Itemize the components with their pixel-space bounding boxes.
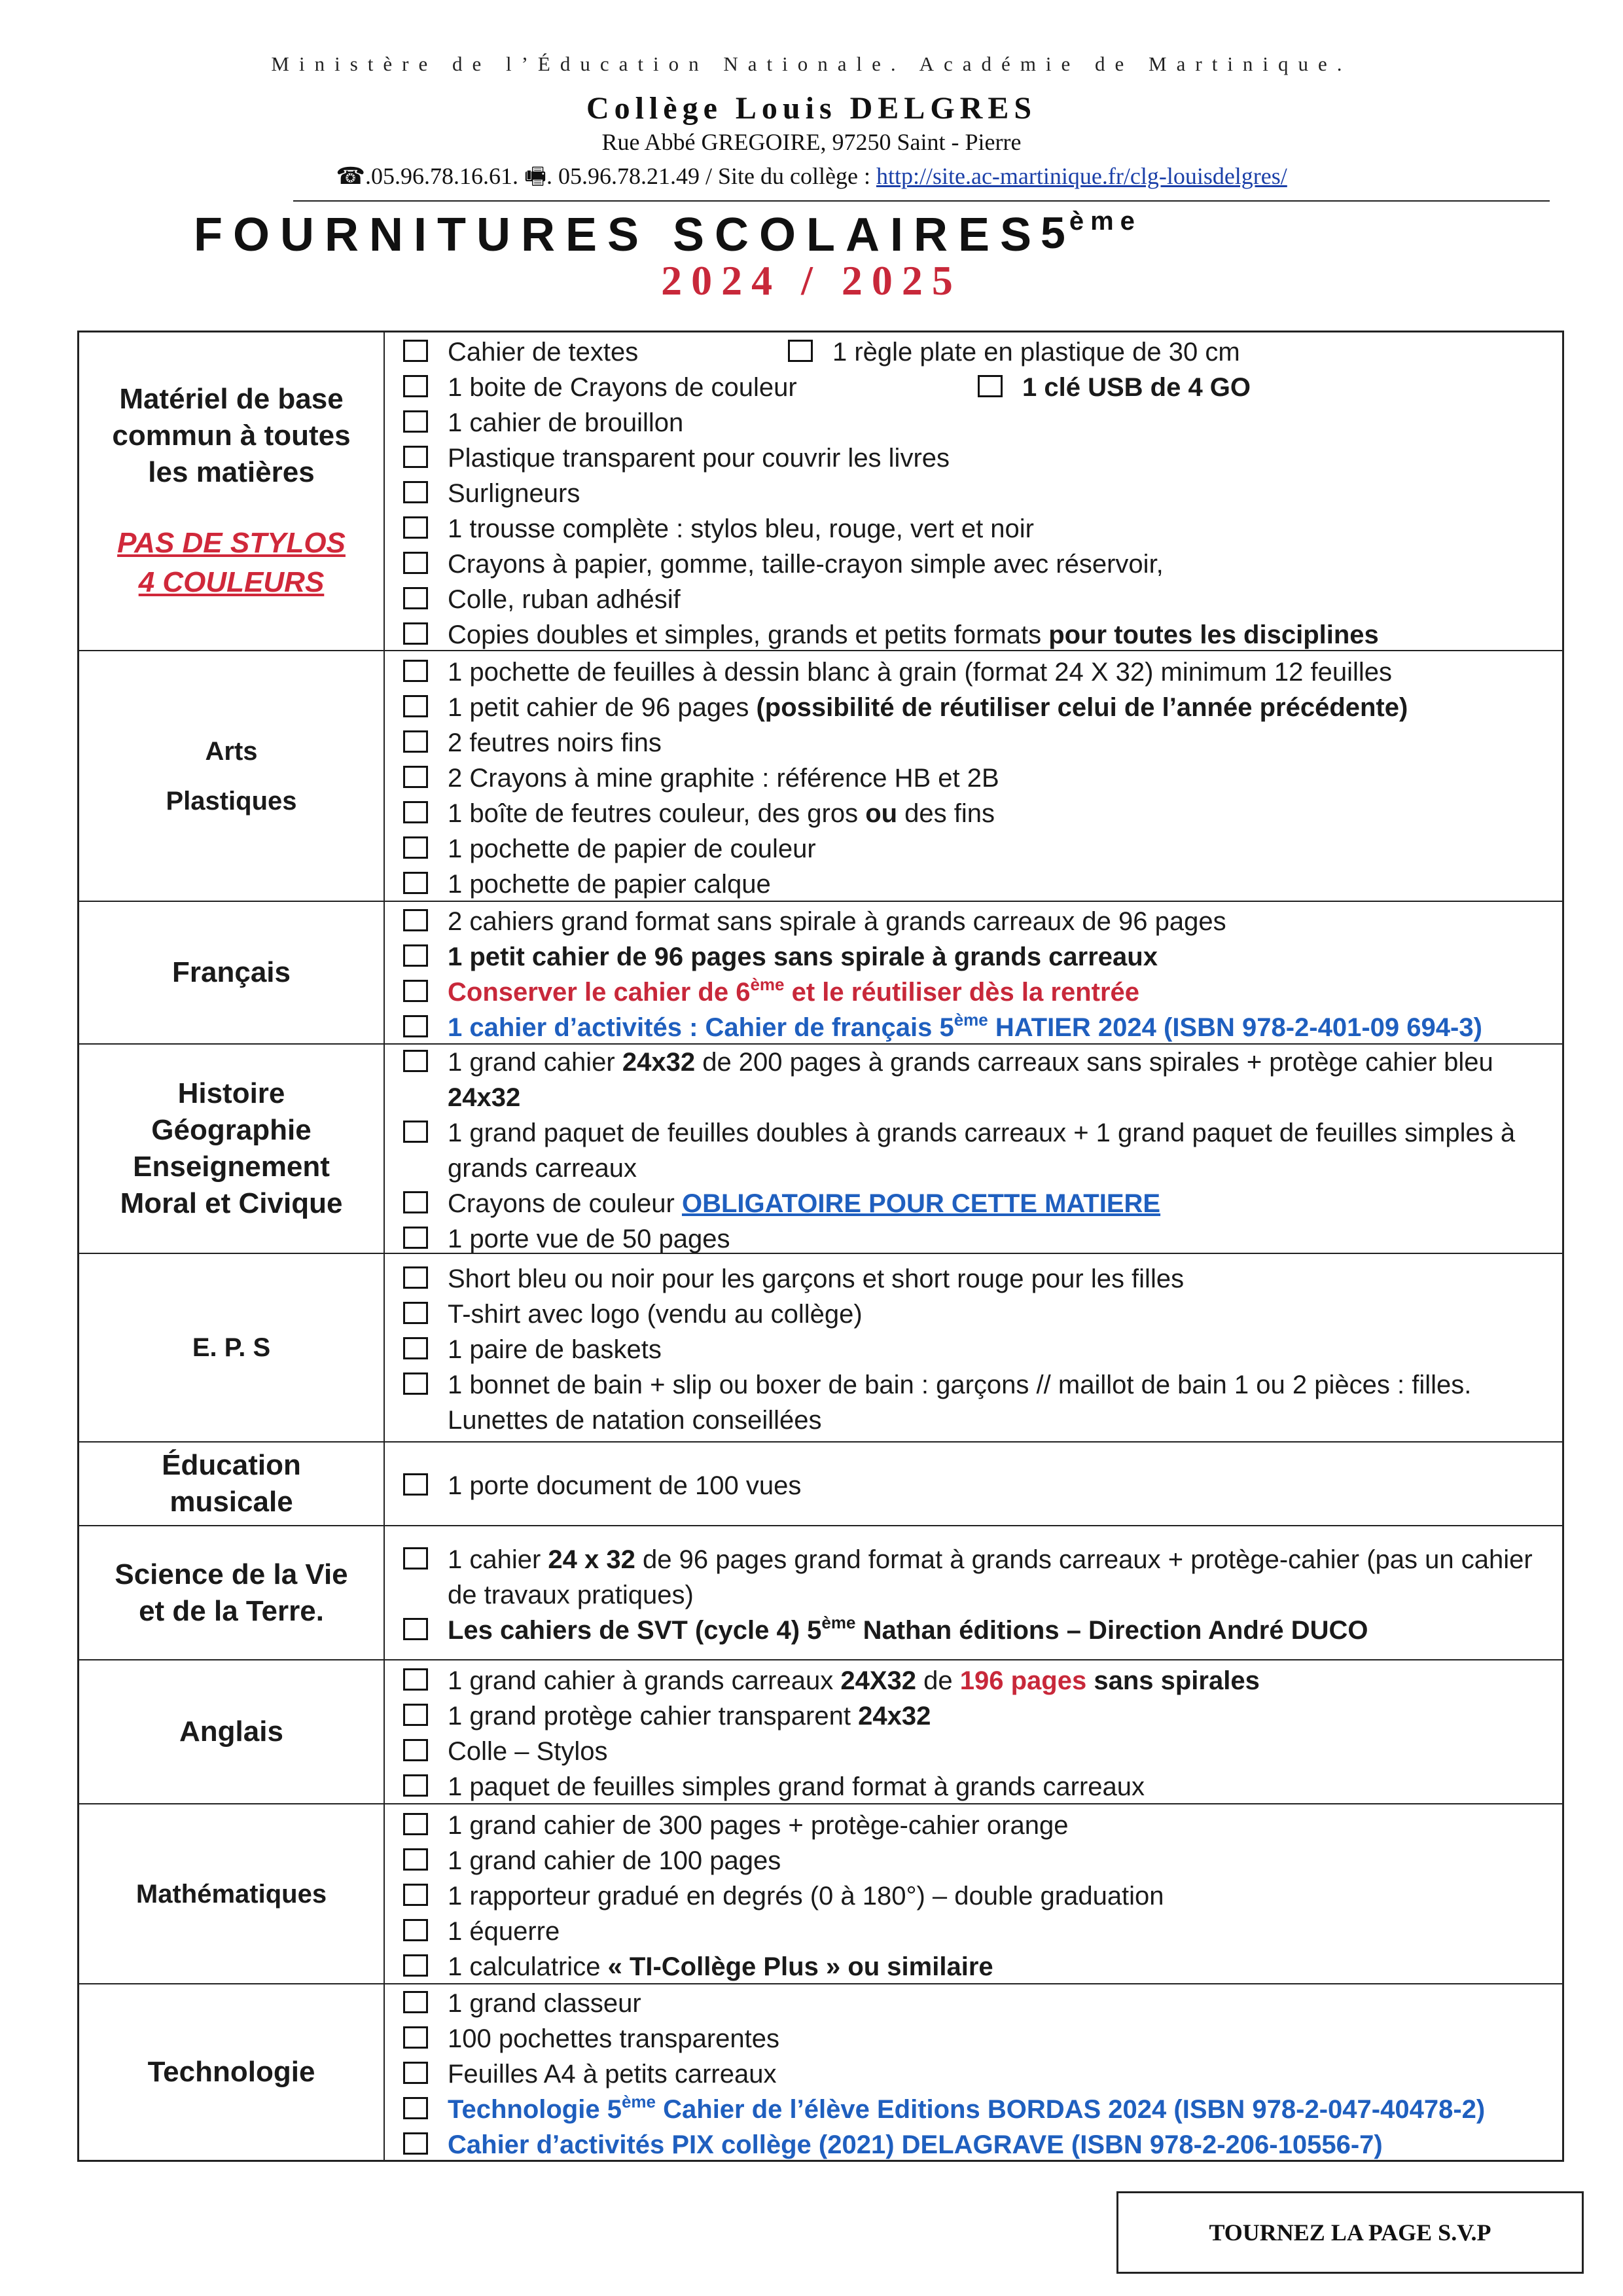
- checkbox[interactable]: [403, 2097, 428, 2119]
- list-item: [403, 334, 1562, 370]
- list-item: [403, 1468, 1562, 1503]
- item-text: des fins: [897, 798, 995, 828]
- list-item: [403, 440, 1562, 476]
- item-text: 1 grand cahier à grands carreaux: [448, 1666, 841, 1695]
- item-text: 2 cahiers grand format sans spirale à grands carreaux de 96 pages: [448, 907, 1226, 936]
- item-list: [385, 1045, 1562, 1253]
- phone-icon: ☎: [336, 163, 366, 189]
- checkbox[interactable]: [403, 1618, 428, 1640]
- subject-techno: [79, 1984, 385, 2160]
- section-arts: [79, 651, 1562, 902]
- item-text: 1 règle plate en plastique de 30 cm: [832, 337, 1240, 367]
- checkbox[interactable]: [403, 410, 428, 433]
- list-item: [403, 1698, 1562, 1734]
- item-text-bold: 24x32: [448, 1083, 521, 1112]
- checkbox[interactable]: [403, 1266, 428, 1289]
- list-item: [403, 1613, 1562, 1648]
- subject-arts: [79, 651, 385, 901]
- subject-label: Arts: [205, 736, 258, 766]
- checkbox[interactable]: [403, 909, 428, 931]
- list-item: [403, 547, 1562, 582]
- list-item: [403, 2056, 1562, 2092]
- list-item: [403, 1261, 1562, 1297]
- checkbox[interactable]: [403, 552, 428, 574]
- item-text: 1 grand paquet de feuilles doubles à grands carreaux + 1 grand paquet de feuilles simples à grands carreaux: [448, 1119, 1516, 1183]
- checkbox[interactable]: [403, 587, 428, 609]
- item-list: [385, 1660, 1562, 1803]
- ministry-line: Ministère de l’Éducation Nationale. Académie de Martinique.: [271, 52, 1352, 75]
- item-text-bold: « TI-Collège Plus » ou similaire: [607, 1952, 993, 1981]
- item-text: Copies doubles et simples, grands et petits formats: [448, 620, 1049, 649]
- checkbox[interactable]: [403, 2026, 428, 2049]
- checkbox[interactable]: [403, 1813, 428, 1835]
- fax-number: . 05.96.78.21.49 / Site du collège :: [546, 163, 870, 189]
- header-divider: [293, 200, 1550, 202]
- checkbox[interactable]: [403, 2132, 428, 2155]
- item-text-highlight: 196 pages: [959, 1666, 1087, 1695]
- item-text: Colle – Stylos: [448, 1737, 608, 1766]
- checkbox[interactable]: [403, 1774, 428, 1797]
- subject-label: et de la Terre.: [139, 1594, 324, 1627]
- item-list: [385, 1443, 1562, 1525]
- checkbox[interactable]: [403, 730, 428, 753]
- list-item: [403, 1843, 1562, 1878]
- subject-label: Mathématiques: [135, 1879, 327, 1909]
- subject-label: musicale: [169, 1486, 293, 1518]
- item-text: 1 boite de Crayons de couleur: [448, 372, 797, 402]
- subject-histoire: [79, 1045, 385, 1253]
- phone-number: .05.96.78.16.61.: [365, 163, 519, 189]
- list-item: [403, 1769, 1562, 1804]
- list-item: [403, 1734, 1562, 1769]
- checkbox[interactable]: [403, 1227, 428, 1249]
- list-item: [403, 1297, 1562, 1332]
- item-text: 1 calculatrice: [448, 1952, 608, 1981]
- grade-number: 5: [1041, 208, 1069, 258]
- checkbox[interactable]: [403, 1372, 428, 1395]
- item-text: Cahier de l’élève Editions BORDAS 2024 (ISBN 978-2-047-40478-2): [656, 2095, 1486, 2124]
- item-text: Cahier de textes: [448, 337, 639, 367]
- section-techno: [79, 1984, 1562, 2160]
- item-text: Crayons à papier, gomme, taille-crayon simple avec réservoir,: [448, 549, 1164, 579]
- item-superscript: ème: [954, 1010, 988, 1030]
- item-text: 1 équerre: [448, 1916, 560, 1946]
- item-text: 1 bonnet de bain + slip ou boxer de bain : garçons // maillot de bain 1 ou 2 pièces : filles. Lunettes de natation conseillées: [448, 1371, 1472, 1435]
- subject-eps: [79, 1254, 385, 1441]
- checkbox[interactable]: [403, 1337, 428, 1359]
- subject-svt: [79, 1526, 385, 1659]
- checkbox[interactable]: [403, 801, 428, 823]
- checkbox[interactable]: [403, 481, 428, 503]
- item-text: Feuilles A4 à petits carreaux: [448, 2060, 777, 2089]
- item-text: Crayons de couleur: [448, 1189, 682, 1218]
- checkbox[interactable]: [403, 1302, 428, 1324]
- list-item: [403, 939, 1562, 975]
- section-histoire: [79, 1045, 1562, 1254]
- list-item: [403, 1808, 1562, 1843]
- item-text: 1 porte document de 100 vues: [448, 1471, 802, 1500]
- item-text: 1 petit cahier de 96 pages sans spirale à grands carreaux: [448, 942, 1158, 971]
- item-list: [385, 1804, 1562, 1983]
- item-text: 1 cahier: [448, 1545, 548, 1574]
- section-francais: [79, 902, 1562, 1045]
- item-text: Plastique transparent pour couvrir les livres: [448, 443, 950, 473]
- grade-level: [1041, 207, 1141, 259]
- item-text-bold: (possibilité de réutiliser celui de l’année précédente): [756, 692, 1408, 722]
- list-item: [403, 1045, 1562, 1115]
- subject-musique: [79, 1443, 385, 1525]
- item-list: [385, 332, 1562, 650]
- checkbox[interactable]: [403, 1547, 428, 1570]
- subject-label: commun à toutes: [112, 419, 351, 452]
- subject-label: E. P. S: [192, 1333, 271, 1362]
- subject-maths: [79, 1804, 385, 1983]
- list-item: [403, 1367, 1562, 1438]
- checkbox[interactable]: [403, 1050, 428, 1072]
- item-text: HATIER 2024 (ISBN 978-2-401-09 694-3): [988, 1013, 1482, 1042]
- checkbox[interactable]: [403, 836, 428, 859]
- item-list: [385, 1526, 1562, 1659]
- list-item: [403, 1332, 1562, 1367]
- list-item: [403, 1542, 1562, 1613]
- no-4-color-pen-warning: PAS DE STYLOS: [117, 526, 346, 559]
- item-text: 1 grand protège cahier transparent: [448, 1702, 859, 1731]
- checkbox[interactable]: [403, 980, 428, 1002]
- item-text: 100 pochettes transparentes: [448, 2024, 780, 2053]
- list-item: [403, 690, 1562, 725]
- item-text: 2 Crayons à mine graphite : référence HB et 2B: [448, 763, 999, 793]
- checkbox[interactable]: [403, 944, 428, 967]
- checkbox[interactable]: [403, 1704, 428, 1726]
- checkbox[interactable]: [403, 1473, 428, 1496]
- fax-icon: 🖷: [524, 163, 547, 189]
- item-text: 1 cahier d’activités : Cahier de français 5: [448, 1013, 954, 1042]
- item-text: 2 feutres noirs fins: [448, 728, 662, 757]
- checkbox[interactable]: [403, 766, 428, 788]
- school-year: 2024 / 2025: [661, 257, 962, 304]
- subject-label: Matériel de base: [119, 382, 344, 415]
- item-text: et le réutiliser dès la rentrée: [784, 978, 1139, 1007]
- checkbox[interactable]: [403, 1015, 428, 1037]
- checkbox[interactable]: [403, 1884, 428, 1906]
- item-text: Nathan éditions – Direction André DUCO: [855, 1615, 1368, 1645]
- item-text: Short bleu ou noir pour les garçons et short rouge pour les filles: [448, 1265, 1185, 1293]
- item-superscript: ème: [821, 1612, 856, 1632]
- item-text: 1 pochette de papier calque: [448, 869, 771, 899]
- document-title: FOURNITURES SCOLAIRES: [194, 209, 1043, 261]
- item-list: [385, 902, 1562, 1043]
- item-text: 1 clé USB de 4 GO: [1022, 372, 1251, 402]
- item-text-bold: 24 x 32: [548, 1545, 635, 1574]
- checkbox[interactable]: [403, 622, 428, 645]
- checkbox[interactable]: [403, 1668, 428, 1691]
- section-eps: [79, 1254, 1562, 1443]
- item-text: 1 grand cahier de 100 pages: [448, 1846, 781, 1875]
- item-text: 1 grand classeur: [448, 1989, 641, 2018]
- item-text: Colle, ruban adhésif: [448, 584, 681, 614]
- item-text: Les cahiers de SVT (cycle 4) 5: [448, 1615, 822, 1645]
- item-text-bold: 24x32: [622, 1048, 696, 1077]
- checkbox[interactable]: [403, 1954, 428, 1977]
- item-text: Conserver le cahier de 6: [448, 978, 751, 1007]
- college-site-link[interactable]: http://site.ac-martinique.fr/clg-louisdelgres/: [876, 163, 1287, 189]
- checkbox[interactable]: [403, 872, 428, 894]
- checkbox[interactable]: [403, 1991, 428, 2013]
- checkbox[interactable]: [403, 1848, 428, 1871]
- subject-label: Géographie: [151, 1114, 312, 1146]
- list-item: [403, 975, 1562, 1010]
- section-base: [79, 332, 1562, 651]
- subject-label: Anglais: [179, 1715, 283, 1748]
- item-text: T-shirt avec logo (vendu au collège): [448, 1300, 863, 1329]
- item-text: de: [916, 1666, 960, 1695]
- subject-label: Histoire: [177, 1077, 285, 1109]
- list-item: [403, 1663, 1562, 1698]
- list-item: [403, 761, 1562, 796]
- item-text: 1 pochette de papier de couleur: [448, 834, 816, 863]
- list-item: [403, 370, 1562, 405]
- list-item: [403, 1949, 1562, 1984]
- item-text: 1 pochette de feuilles à dessin blanc à grain (format 24 X 32) minimum 12 feuilles: [448, 657, 1392, 687]
- checkbox[interactable]: [403, 1919, 428, 1941]
- subject-label: Éducation: [162, 1449, 301, 1481]
- list-item: [403, 2021, 1562, 2056]
- checkbox[interactable]: [788, 340, 813, 362]
- item-list: [385, 1254, 1562, 1441]
- no-4-color-pen-warning: 4 COULEURS: [138, 565, 325, 598]
- list-item: [403, 476, 1562, 511]
- list-item: [403, 1914, 1562, 1949]
- checkbox[interactable]: [403, 516, 428, 539]
- checkbox[interactable]: [403, 1121, 428, 1143]
- college-contact: [0, 159, 1623, 199]
- list-item: [403, 655, 1562, 690]
- item-text: 1 cahier de brouillon: [448, 408, 684, 437]
- list-item: [403, 725, 1562, 761]
- subject-anglais: [79, 1660, 385, 1803]
- item-text-bold: 24x32: [858, 1702, 931, 1731]
- item-text: Cahier d’activités PIX collège (2021) DELAGRAVE (ISBN 978-2-206-10556-7): [448, 2130, 1383, 2159]
- subject-label: Science de la Vie: [115, 1558, 348, 1590]
- subject-label: Enseignement: [133, 1151, 330, 1183]
- list-item: [403, 831, 1562, 867]
- mandatory-note: OBLIGATOIRE POUR CETTE MATIERE: [681, 1189, 1161, 1218]
- item-text: 1 rapporteur gradué en degrés (0 à 180°) – double graduation: [448, 1881, 1164, 1910]
- item-text: 1 paire de baskets: [448, 1335, 662, 1364]
- checkbox[interactable]: [403, 446, 428, 468]
- section-svt: [79, 1526, 1562, 1660]
- item-text-bold: pour toutes les disciplines: [1048, 620, 1379, 649]
- section-maths: [79, 1804, 1562, 1984]
- item-text: de 96 pages grand format à grands carreaux + protège-cahier (pas un cahier de travaux pratiques): [448, 1545, 1533, 1609]
- college-name: Collège Louis DELGRES: [586, 91, 1037, 126]
- checkbox[interactable]: [978, 375, 1003, 397]
- checkbox[interactable]: [403, 2062, 428, 2084]
- list-item: [403, 1878, 1562, 1914]
- checkbox[interactable]: [403, 340, 428, 362]
- section-anglais: [79, 1660, 1562, 1804]
- subject-base: [79, 332, 385, 650]
- college-address: Rue Abbé GREGOIRE, 97250 Saint - Pierre: [601, 129, 1022, 155]
- item-text: 1 paquet de feuilles simples grand format à grands carreaux: [448, 1772, 1145, 1801]
- item-text-bold: sans spirales: [1086, 1666, 1260, 1695]
- list-item: [403, 1186, 1562, 1221]
- list-item: [403, 582, 1562, 617]
- subject-label: Technologie: [147, 2056, 315, 2088]
- subject-label: Plastiques: [166, 786, 297, 816]
- checkbox[interactable]: [403, 660, 428, 682]
- item-superscript: ème: [621, 2092, 656, 2111]
- section-musique: [79, 1443, 1562, 1526]
- checkbox[interactable]: [403, 375, 428, 397]
- item-text: Surligneurs: [448, 478, 580, 508]
- list-item: [403, 796, 1562, 831]
- item-text: Technologie 5: [448, 2095, 622, 2124]
- list-item: [403, 405, 1562, 440]
- list-item: [403, 867, 1562, 902]
- list-item: [403, 1221, 1562, 1257]
- item-text: 1 trousse complète : stylos bleu, rouge, vert et noir: [448, 514, 1034, 543]
- list-item: [403, 1986, 1562, 2021]
- turn-page-notice: TOURNEZ LA PAGE S.V.P: [1116, 2191, 1584, 2274]
- list-item: [403, 904, 1562, 939]
- list-item: [403, 511, 1562, 547]
- list-item: [403, 617, 1562, 653]
- item-superscript: ème: [750, 975, 785, 994]
- list-item: [403, 2127, 1562, 2162]
- subject-francais: [79, 902, 385, 1043]
- item-list: [385, 651, 1562, 901]
- item-text: 1 grand cahier: [448, 1048, 622, 1077]
- item-list: [385, 1984, 1562, 2160]
- subject-label: Français: [172, 956, 291, 988]
- checkbox[interactable]: [403, 695, 428, 717]
- subject-label: les matières: [148, 456, 315, 488]
- item-text: 1 petit cahier de 96 pages: [448, 692, 757, 722]
- grade-suffix: ème: [1069, 207, 1141, 236]
- item-text: 1 grand cahier de 300 pages + protège-cahier orange: [448, 1810, 1069, 1840]
- item-text: 1 porte vue de 50 pages: [448, 1225, 730, 1253]
- list-item: [403, 1010, 1562, 1045]
- item-text: de 200 pages à grands carreaux sans spirales + protège cahier bleu: [695, 1048, 1493, 1077]
- item-text: 1 boîte de feutres couleur, des gros: [448, 798, 866, 828]
- list-item: [403, 1115, 1562, 1186]
- subject-label: Moral et Civique: [120, 1187, 343, 1219]
- item-text-bold: 24X32: [840, 1666, 917, 1695]
- item-text-bold: ou: [865, 798, 898, 828]
- list-item: [403, 2092, 1562, 2127]
- supplies-table: [77, 331, 1564, 2162]
- checkbox[interactable]: [403, 1739, 428, 1761]
- checkbox[interactable]: [403, 1191, 428, 1213]
